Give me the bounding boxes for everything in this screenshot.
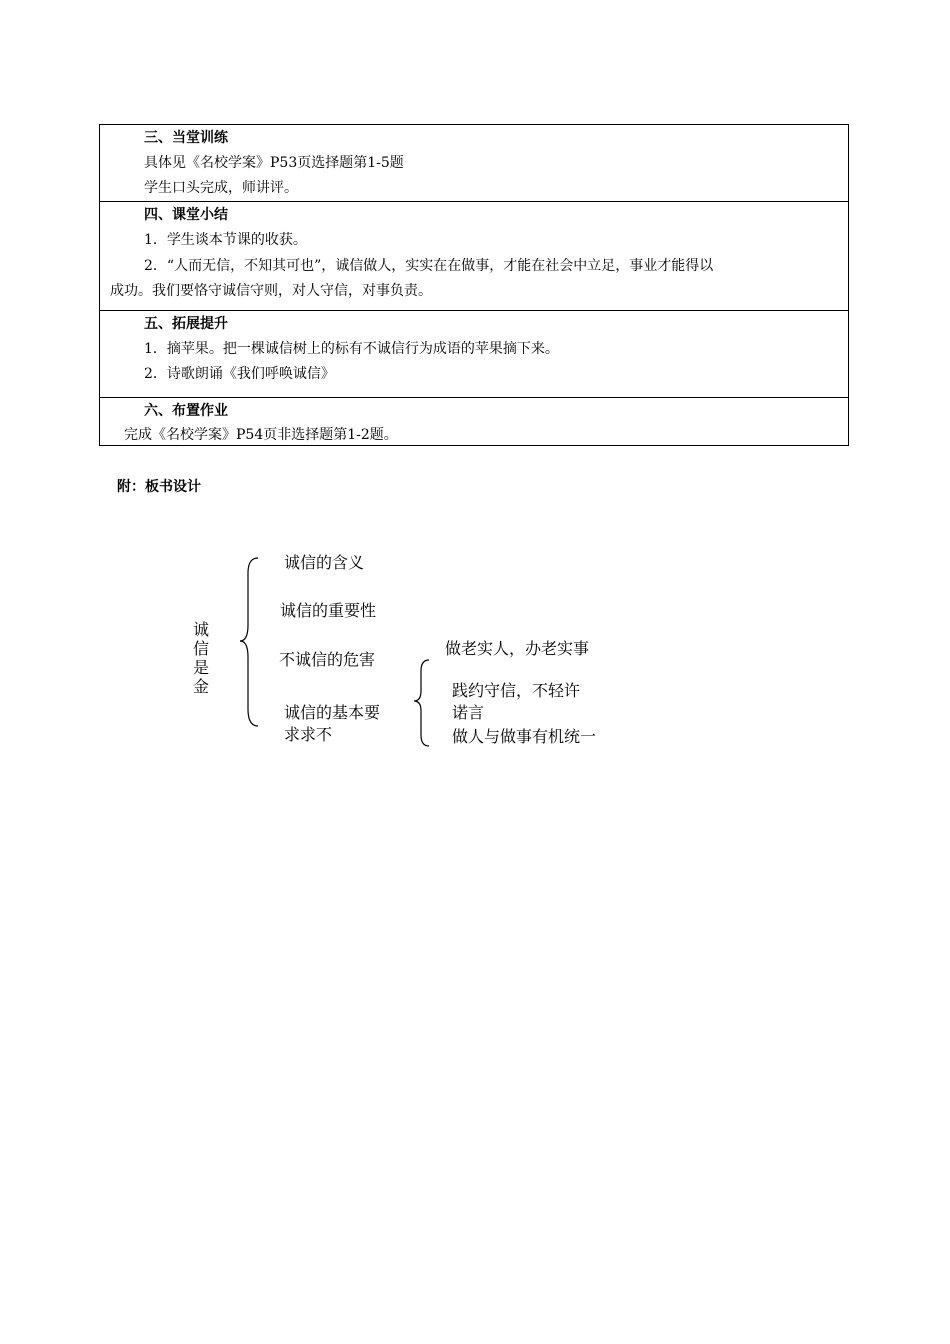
section-homework (100, 397, 848, 445)
left-brace (238, 555, 262, 730)
section-line: 完成《名校学案》P54页非选择题第1-2题。 (124, 427, 398, 443)
appendix-title: 附：板书设计 (117, 479, 201, 495)
board-branch: 诚信的含义 (284, 553, 365, 572)
board-branch: 不诚信的危害 (279, 650, 376, 669)
board-sub-item: 践约守信，不轻许 (452, 681, 581, 700)
lesson-table (99, 124, 849, 446)
board-root-char: 金 (192, 677, 209, 696)
section-heading: 四、课堂小结 (144, 207, 228, 223)
board-root-label (192, 620, 210, 696)
board-branch: 求求不 (284, 725, 333, 744)
section-line: 学生口头完成，师讲评。 (144, 180, 298, 196)
section-line: 1．学生谈本节课的收获。 (144, 232, 307, 248)
section-line: 1．摘苹果。把一棵诚信树上的标有不诚信行为成语的苹果摘下来。 (144, 341, 559, 357)
board-root-char: 是 (192, 658, 209, 677)
board-sub-item: 做老实人，办老实事 (445, 639, 590, 658)
board-sub-item: 做人与做事有机统一 (452, 727, 597, 746)
section-heading: 三、当堂训练 (144, 130, 228, 146)
section-line: 2．诗歌朗诵《我们呼唤诚信》 (144, 366, 335, 382)
section-line: 成功。我们要恪守诚信守则，对人守信，对事负责。 (110, 283, 432, 299)
board-sub-item: 诺言 (452, 703, 485, 722)
board-branch: 诚信的重要性 (280, 601, 377, 620)
section-practice (100, 125, 848, 201)
section-summary (100, 201, 848, 310)
board-branch: 诚信的基本要 (284, 703, 381, 722)
right-brace (411, 657, 433, 749)
section-heading: 六、布置作业 (144, 403, 228, 419)
board-root-char: 诚 (192, 620, 209, 639)
section-heading: 五、拓展提升 (144, 316, 228, 332)
section-line: 具体见《名校学案》P53页选择题第1-5题 (144, 155, 404, 171)
board-root-char: 信 (192, 639, 209, 658)
section-line: 2．“人而无信，不知其可也”，诚信做人，实实在在做事，才能在社会中立足，事业才能得以 (144, 258, 714, 274)
section-extension (100, 310, 848, 397)
